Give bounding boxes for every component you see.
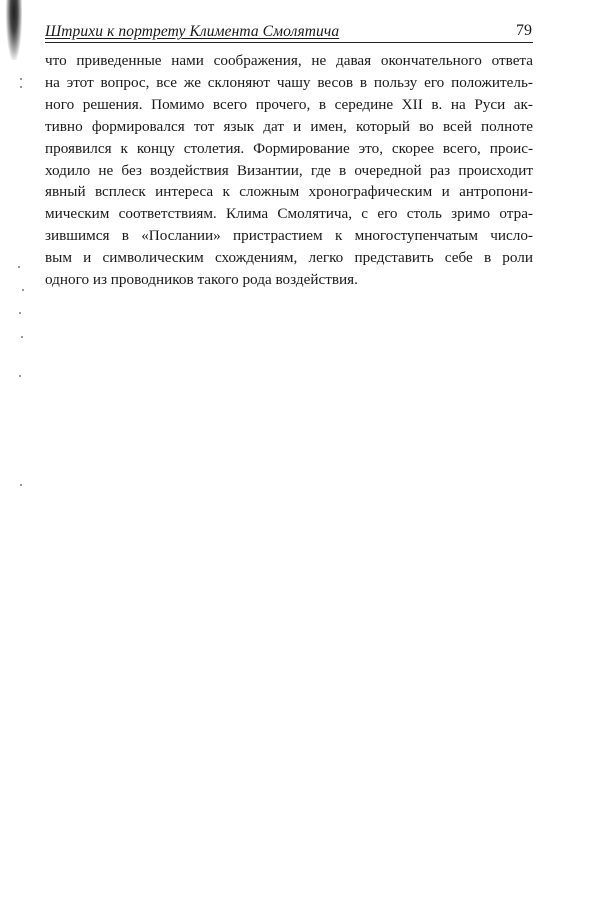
text-line: мическим соответствиям. Клима Смолятича, с его столь зримо отра- — [45, 205, 533, 223]
text-line: что приведенные нами соображения, не давая окончательного ответа — [45, 52, 533, 69]
scan-margin-speck — [20, 484, 22, 486]
scan-margin-speck — [19, 312, 21, 314]
text-line: одного из проводников такого рода воздействия. — [45, 271, 358, 289]
scan-margin-speck — [19, 375, 21, 377]
text-line: на этот вопрос, все же склоняют чашу весов в пользу его положитель- — [45, 73, 533, 91]
scan-margin-speck — [21, 336, 23, 338]
text-line: ного решения. Помимо всего прочего, в середине XII в. на Руси ак- — [45, 95, 533, 113]
running-title: Штрихи к портрету Климента Смолятича — [45, 23, 340, 40]
text-line: вым и символическим схождениям, легко представить себе в роли — [45, 249, 533, 267]
page-header — [45, 22, 533, 43]
text-line: явный всплеск интереса к сложным хронографическим и антропони- — [45, 183, 533, 201]
body-paragraph — [45, 50, 533, 291]
page-number: 79 — [516, 22, 532, 39]
text-line: зившимся в «Послании» пристрастием к многоступенчатым число- — [45, 227, 533, 245]
text-line: ходило не без воздействия Византии, где в очередной раз происходит — [45, 161, 533, 179]
scan-margin-speck — [22, 289, 24, 291]
text-line: тивно формировался тот язык дат и имен, который во всей полноте — [45, 117, 533, 135]
scan-margin-smudge — [6, 0, 22, 60]
text-line: проявился к концу столетия. Формирование это, скорее всего, проис- — [45, 139, 533, 157]
scan-margin-speck — [18, 266, 20, 268]
scan-margin-speck — [20, 78, 22, 80]
scan-margin-speck — [20, 86, 22, 88]
